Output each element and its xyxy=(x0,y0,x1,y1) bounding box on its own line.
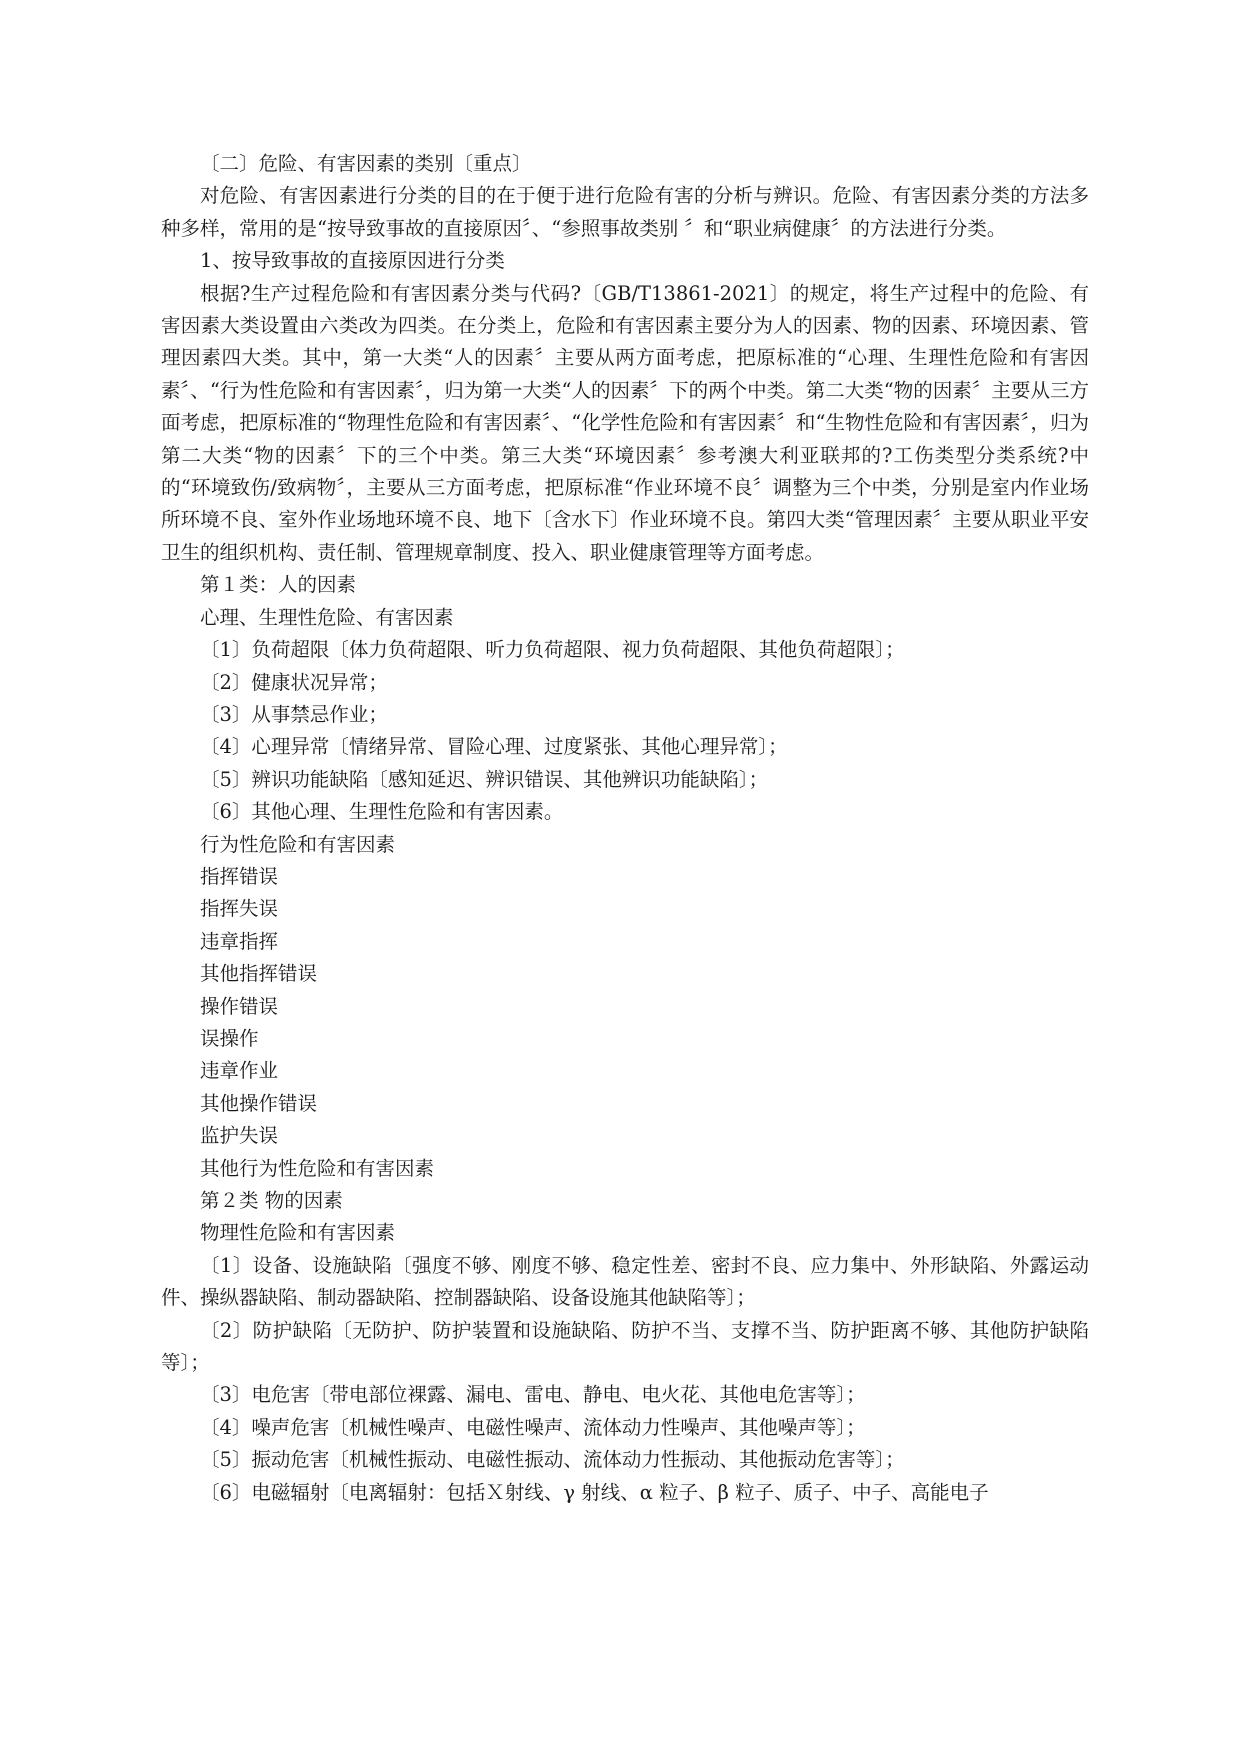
section-heading: 〔二〕危险、有害因素的类别〔重点〕 xyxy=(200,152,532,175)
subsection-heading: 1、按导致事故的直接原因进行分类 xyxy=(200,249,505,273)
category-heading: 第２类 物的因素 xyxy=(200,1189,343,1212)
subcategory-heading: 心理、生理性危险、有害因素 xyxy=(200,605,454,629)
list-item: 〔1〕负荷超限〔体力负荷超限、听力负荷超限、视力负荷超限、其他负荷超限〕； xyxy=(200,638,905,662)
list-item: 指挥失误 xyxy=(200,897,279,921)
body-paragraph: 对危险、有害因素进行分类的目的在于便于进行危险有害的分析与辨识。危险、有害因素分类的方法多种多样，常用的是“按导致事故的直接原因〞、“参照事故类别 〞和“职业病健康〞的方法进行分类。 xyxy=(161,184,1089,240)
list-item: 〔3〕电危害〔带电部位裸露、漏电、雷电、静电、电火花、其他电危害等〕； xyxy=(200,1383,866,1407)
list-item: 〔6〕电磁辐射〔电离辐射：包括Ｘ射线、γ 射线、α 粒子、β 粒子、质子、中子、高能电子 xyxy=(200,1480,989,1504)
list-item: 操作错误 xyxy=(200,994,279,1018)
list-item: 〔6〕其他心理、生理性危险和有害因素。 xyxy=(200,800,564,824)
list-item: 其他指挥错误 xyxy=(200,962,318,986)
subcategory-heading: 行为性危险和有害因素 xyxy=(200,832,396,856)
list-item: 指挥错误 xyxy=(200,864,279,888)
list-item: 〔4〕心理异常〔情绪异常、冒险心理、过度紧张、其他心理异常〕； xyxy=(200,735,788,759)
list-item: 〔2〕防护缺陷〔无防护、防护装置和设施缺陷、防护不当、支撑不当、防护距离不够、其他防护缺陷等〕； xyxy=(161,1318,1089,1375)
document-body xyxy=(161,148,1089,1509)
list-item: 〔4〕噪声危害〔机械性噪声、电磁性噪声、流体动力性噪声、其他噪声等〕； xyxy=(200,1415,866,1439)
list-item: 〔3〕从事禁忌作业； xyxy=(200,702,388,726)
list-item: 监护失误 xyxy=(200,1124,279,1148)
subcategory-heading: 物理性危险和有害因素 xyxy=(200,1221,396,1245)
list-item: 其他操作错误 xyxy=(200,1091,318,1115)
list-item: 〔5〕辨识功能缺陷〔感知延迟、辨识错误、其他辨识功能缺陷〕； xyxy=(200,767,769,791)
body-paragraph: 根据?生产过程危险和有害因素分类与代码?〔GB/T13861-2021〕的规定，将生产过程中的危险、有害因素大类设置由六类改为四类。在分类上，危险和有害因素主要分为人的因素、物的因素、环境因素、管理因素四大类。其中，第一大类“人的因素〞主要从两方面考虑，把原标准的“心理、生理性危险和有害因素〞、“行为性危险和有害因素〞，归为第一大类“人的因素〞下的两个中类。第二大类“物的因素〞主要从三方面考虑，把原标准的“物理性危险和有害因素〞、“化学性危险和有害因素〞和“生物性危险和有害因素〞，归为第二大类“物的因素〞下的三个中类。第三大类“环境因素〞参考澳大利亚联邦的?工伤类型分类系统?中的“环境致伤/致病物〞，主要从三方面考虑，把原标准“作业环境不良〞调整为三个中类，分别是室内作业场所环境不良、室外作业场地环境不良、地下〔含水下〕作业环境不良。第四大类“管理因素〞主要从职业平安卫生的组织机构、责任制、管理规章制度、投入、职业健康管理等方面考虑。 xyxy=(161,281,1089,564)
list-item: 误操作 xyxy=(200,1026,259,1050)
list-item: 违章作业 xyxy=(200,1059,279,1083)
list-item: 其他行为性危险和有害因素 xyxy=(200,1156,435,1180)
category-heading: 第１类：人的因素 xyxy=(200,573,357,597)
list-item: 〔1〕设备、设施缺陷〔强度不够、刚度不够、稳定性差、密封不良、应力集中、外形缺陷、外露运动件、操纵器缺陷、制动器缺陷、控制器缺陷、设备设施其他缺陷等〕； xyxy=(161,1253,1089,1310)
list-item: 〔5〕振动危害〔机械性振动、电磁性振动、流体动力性振动、其他振动危害等〕； xyxy=(200,1448,905,1472)
list-item: 〔2〕健康状况异常； xyxy=(200,670,388,694)
list-item: 违章指挥 xyxy=(200,929,279,953)
